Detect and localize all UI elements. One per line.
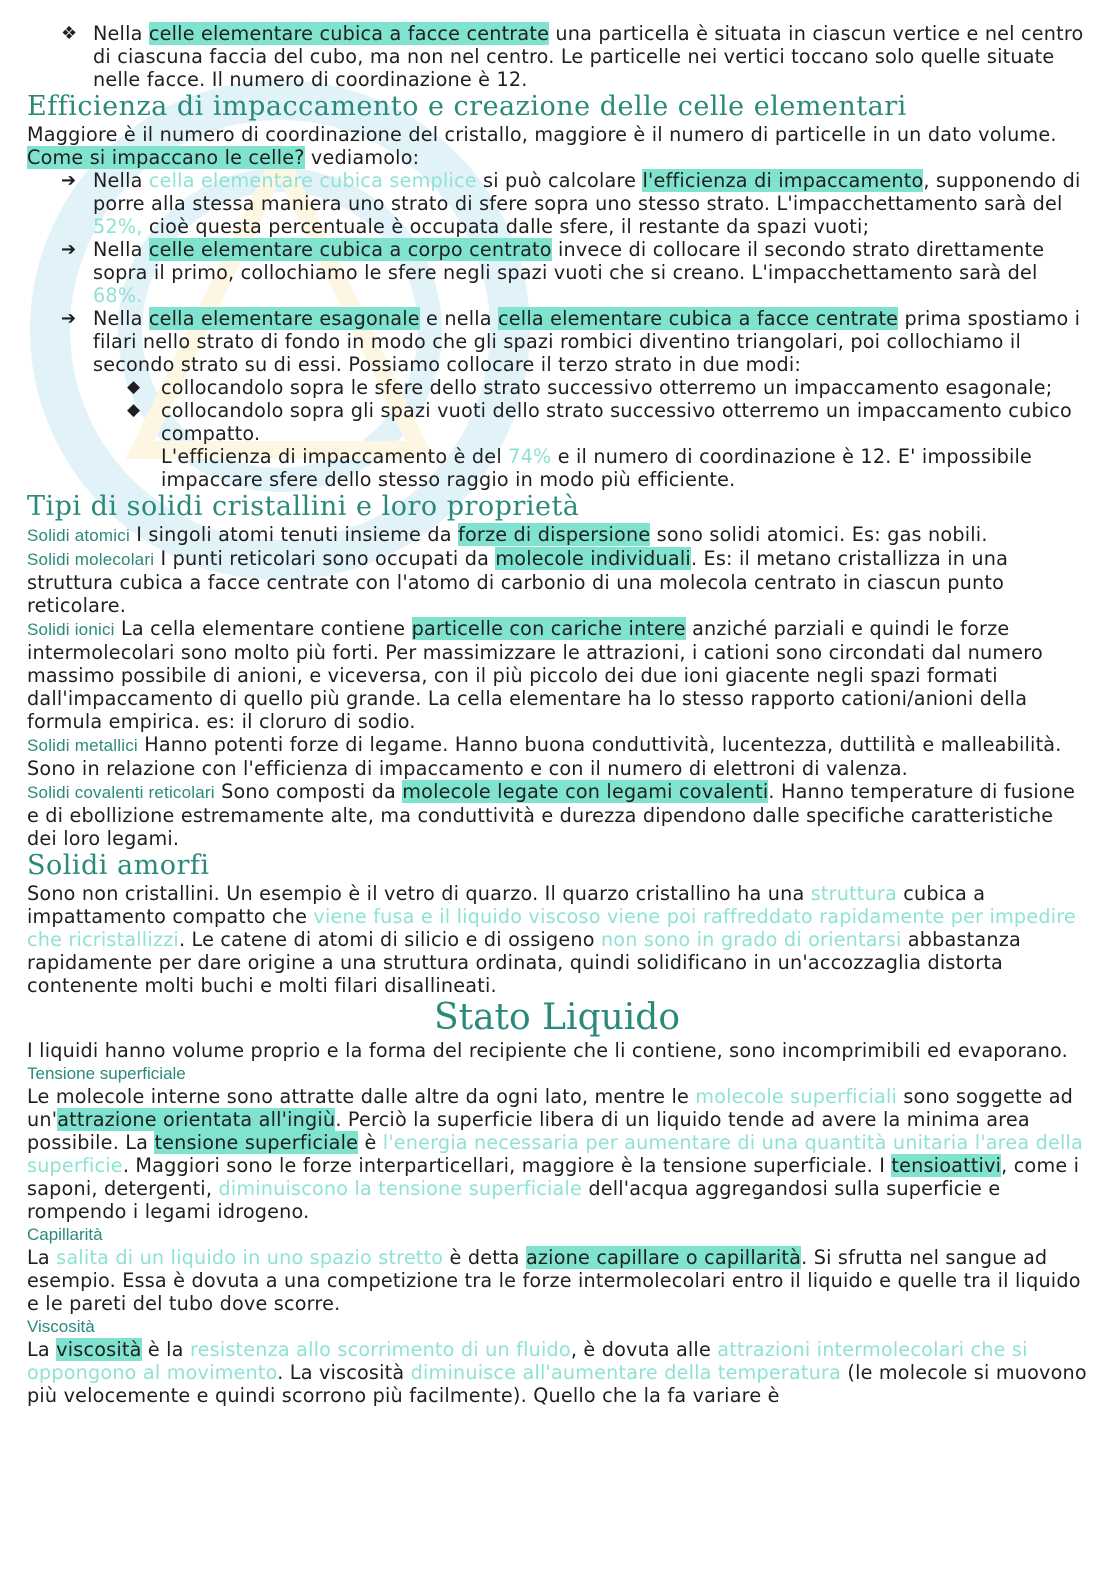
text-run: sono solidi atomici. Es: gas nobili. — [650, 523, 988, 546]
light-text: struttura — [810, 882, 897, 905]
highlighted-text: celle elementare cubica a corpo centrato — [148, 238, 552, 261]
light-text: molecole superficiali — [695, 1085, 898, 1108]
light-text: diminuiscono la tensione superficiale — [218, 1177, 583, 1200]
text-run: cioè questa percentuale è occupata dalle sfere, il restante da spazi vuoti; — [142, 215, 870, 238]
diamond-bullet-icon: ◆ — [127, 377, 141, 397]
text-run: La — [27, 1246, 57, 1269]
label-solidi-molecolari: Solidi molecolari — [27, 550, 155, 569]
text-run: . Le catene di atomi di silicio e di ossigeno — [178, 928, 601, 951]
text-run: I punti reticolari sono occupati da — [154, 547, 496, 570]
diamond-bullet-icon: ◆ — [127, 400, 141, 420]
section1-closing — [27, 445, 1087, 491]
light-text: resistenza allo scorrimento di un fluido — [189, 1338, 571, 1361]
viscosita-text — [27, 1338, 1087, 1407]
solidi-atomici — [27, 523, 1087, 547]
text-run: sono soggette ad un' — [27, 1085, 1074, 1131]
light-text: 52%, — [93, 215, 143, 238]
light-text: attrazioni intermolecolari che si oppongono al movimento — [27, 1338, 1028, 1384]
highlighted-text: tensione superficiale — [154, 1131, 359, 1154]
light-text: non sono in grado di orientarsi — [600, 928, 902, 951]
light-text: cella elementare cubica semplice — [148, 169, 477, 192]
text-run: collocandolo sopra gli spazi vuoti dello strato successivo otterremo un impaccamento cubico compatto. — [161, 399, 1072, 445]
solidi-molecolari — [27, 547, 1087, 617]
text-run: Sono non cristallini. Un esempio è il vetro di quarzo. Il quarzo cristallino ha una — [27, 882, 811, 905]
label-solidi-atomici: Solidi atomici — [27, 526, 130, 545]
text-run: una particella è situata in ciascun vertice e nel centro di ciascuna faccia del cubo, ma non nel centro. Le particelle nei vertici toccano solo quelle situate nelle facce. Il numero di coordinazione è 12. — [93, 22, 1084, 91]
capillarita-text — [27, 1246, 1087, 1315]
highlighted-text: Come si impaccano le celle? — [27, 146, 305, 169]
text-run: Nella — [93, 22, 149, 45]
label-viscosita: Viscosità — [27, 1317, 95, 1336]
text-run: Sono composti da — [214, 780, 403, 803]
text-run: dell'acqua aggregandosi sulla superficie e rompendo i legami idrogeno. — [27, 1177, 1001, 1223]
light-text: diminuisce all'aumentare della temperatura — [410, 1361, 842, 1384]
text-run: L'efficienza di impaccamento è del — [161, 445, 509, 468]
text-run: La cella elementare contiene — [114, 617, 412, 640]
section-title-tipi-solidi: Tipi di solidi cristallini e loro proprietà — [27, 491, 580, 522]
section-title-efficienza: Efficienza di impaccamento e creazione delle celle elementari — [27, 91, 907, 122]
text-run: anziché parziali e quindi le forze intermolecolari sono molto più forti. Per massimizzare le attrazioni, i cationi sono circondati dal numero massimo possibile di anioni, e viceversa, con il più piccolo dei due ioni giacente negli spazi formati dall'impaccamento di quello più grande. La cella elementare ha lo stesso rapporto cationi/anioni della formula empirica. es: il cloruro di sodio. — [27, 617, 1043, 733]
highlighted-text: molecole legate con legami covalenti — [402, 780, 769, 803]
highlighted-text: particelle con cariche intere — [411, 617, 686, 640]
document-page — [27, 22, 1087, 1407]
label-capillarita: Capillarità — [27, 1225, 103, 1244]
intro-bullet — [27, 22, 1087, 91]
label-tensione-superficiale: Tensione superficiale — [27, 1064, 186, 1083]
text-run: e il numero di coordinazione è 12. E' impossibile impaccare sfere dello stesso raggio in modo più efficiente. — [161, 445, 1033, 491]
text-run: . Si sfrutta nel sangue ad esempio. Essa è dovuta a una competizione tra le forze intermolecolari entro il liquido e quelle tra il liquido e le pareti del tubo dove scorre. — [27, 1246, 1081, 1315]
text-run: , è dovuta alle — [570, 1338, 718, 1361]
solidi-metallici — [27, 733, 1087, 780]
highlighted-text: azione capillare o capillarità — [525, 1246, 802, 1269]
highlighted-text: viscosità — [56, 1338, 142, 1361]
label-solidi-covalenti: Solidi covalenti reticolari — [27, 783, 215, 802]
arrow-icon: ➔ — [61, 170, 77, 191]
list-item-cubica-semplice — [27, 169, 1087, 238]
label-solidi-ionici: Solidi ionici — [27, 620, 115, 639]
text-run: cubica a impattamento compatto che — [27, 882, 986, 928]
tensione-text — [27, 1085, 1087, 1223]
section-title-solidi-amorfi: Solidi amorfi — [27, 850, 210, 881]
list-item-corpo-centrato — [27, 238, 1087, 307]
text-run: Maggiore è il numero di coordinazione del cristallo, maggiore è il numero di particelle in un dato volume. — [27, 123, 1057, 146]
solidi-amorfi-text — [27, 882, 1087, 997]
text-run: è detta — [443, 1246, 526, 1269]
text-run: . Hanno temperature di fusione e di ebollizione estremamente alte, ma conduttività e durezza dipendono dalle specifiche caratteristiche dei loro legami. — [27, 780, 1076, 850]
text-run: , supponendo di porre alla stessa maniera uno strato di sfere sopra uno stesso strato. L'impacchettamento sarà del — [93, 169, 1081, 215]
sub-item-esagonale — [27, 376, 1087, 399]
chapter-intro: I liquidi hanno volume proprio e la forma del recipiente che li contiene, sono incomprimibili ed evaporano. — [27, 1039, 1068, 1062]
light-text: salita di un liquido in uno spazio stretto — [56, 1246, 444, 1269]
solidi-ionici — [27, 617, 1087, 733]
text-run: . Maggiori sono le forze interparticellari, maggiore è la tensione superficiale. I — [122, 1154, 892, 1177]
light-text: viene fusa e il liquido viscoso viene poi raffreddato rapidamente per impedire che ricristallizzi — [27, 905, 1076, 951]
highlighted-text: cella elementare cubica a facce centrate — [498, 307, 899, 330]
highlighted-text: attrazione orientata all'ingiù — [57, 1108, 336, 1131]
list-item-esagonale — [27, 307, 1087, 376]
text-run: si può calcolare — [476, 169, 643, 192]
text-run: e nella — [419, 307, 499, 330]
highlight: celle elementare cubica a facce centrate — [148, 22, 550, 45]
bullet-marker-icon: ❖ — [61, 23, 78, 44]
solidi-covalenti — [27, 780, 1087, 850]
text-run: invece di collocare il secondo strato direttamente sopra il primo, collochiamo le sfere negli spazi vuoti che si creano. L'impacchettamento sarà del — [93, 238, 1045, 284]
light-text: 68%. — [93, 284, 143, 307]
text-run: abbastanza rapidamente per dare origine a una struttura ordinata, quindi solidificano in un'accozzaglia distorta contenente molti buchi e molti filari disallineati. — [27, 928, 1021, 997]
arrow-icon: ➔ — [61, 239, 77, 260]
highlighted-text: cella elementare esagonale — [148, 307, 420, 330]
light-text: l'energia necessaria per aumentare di una quantità unitaria l'area della superficie — [27, 1131, 1083, 1177]
text-run: Nella — [93, 307, 149, 330]
text-run: è — [358, 1131, 383, 1154]
sub-item-cubico-compatto — [27, 399, 1087, 445]
text-run: , come i saponi, detergenti, — [27, 1154, 1080, 1200]
arrow-icon: ➔ — [61, 308, 77, 329]
text-run: Le molecole interne sono attratte dalle altre da ogni lato, mentre le — [27, 1085, 696, 1108]
section1-intro — [27, 123, 1087, 169]
text-run: collocandolo sopra le sfere dello strato successivo otterremo un impaccamento esagonale; — [161, 376, 1053, 399]
text-run: prima spostiamo i filari nello strato di fondo in modo che gli spazi rombici diventino triangolari, poi collochiamo il secondo strato su di essi. Possiamo collocare il terzo strato in due modi: — [93, 307, 1081, 376]
text-run: è la — [141, 1338, 190, 1361]
highlighted-text: tensioattivi — [891, 1154, 1002, 1177]
highlighted-text: forze di dispersione — [457, 523, 651, 546]
text-run: vediamolo: — [304, 146, 420, 169]
highlighted-text: molecole individuali — [495, 547, 691, 570]
light-text: 74% — [508, 445, 552, 468]
text-run: Nella — [93, 169, 149, 192]
text-run: I singoli atomi tenuti insieme da — [129, 523, 458, 546]
text-run: . Es: il metano cristallizza in una struttura cubica a facce centrate con l'atomo di carbonio di una molecola centrato in ciascun punto reticolare. — [27, 547, 1009, 617]
highlighted-text: l'efficienza di impaccamento — [642, 169, 924, 192]
label-solidi-metallici: Solidi metallici — [27, 736, 138, 755]
text-run: La — [27, 1338, 57, 1361]
text-run: . Perciò la superficie libera di un liquido tende ad avere la minima area possibile. La — [27, 1108, 1030, 1154]
text-run: (le molecole si muovono più velocemente e quindi scorrono più facilmente). Quello che la fa variare è — [27, 1361, 1087, 1407]
text-run: . La viscosità — [277, 1361, 411, 1384]
text-run: Nella — [93, 238, 149, 261]
chapter-title: Stato Liquido — [433, 997, 681, 1038]
text-run: Hanno potenti forze di legame. Hanno buona conduttività, lucentezza, duttilità e malleabilità. Sono in relazione con l'efficienza di impaccamento e con il numero di elettroni di valenza. — [27, 733, 1062, 780]
